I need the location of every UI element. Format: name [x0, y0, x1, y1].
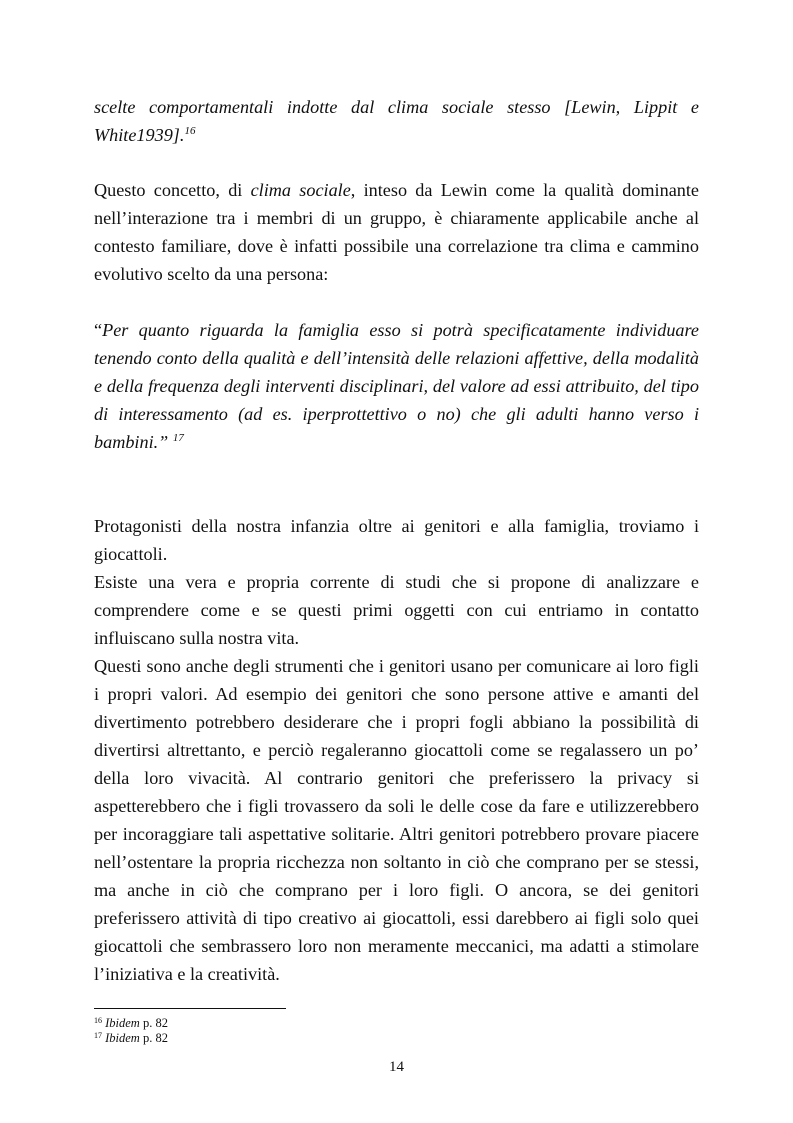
- paragraph-clima-sociale: Questo concetto, di clima sociale, inteso da Lewin come la qualità dominante nell’interazione tra i membri di un gruppo, è chiaramente applicabile anche al contesto familiare, dove è infatti possibile una correlazione tra clima e cammino evolutivo scelto da una persona:: [94, 180, 699, 284]
- footnote-ref-17[interactable]: 17: [172, 432, 184, 444]
- paragraph-protagonisti: Protagonisti della nostra infanzia oltre ai genitori e alla famiglia, troviamo i giocattoli.: [94, 516, 699, 564]
- footnote-ref-16[interactable]: 16: [184, 125, 196, 137]
- quote-text: Per quanto riguarda la famiglia esso si potrà specificatamente individuare tenendo conto della qualità e dell’intensità delle relazioni affettive, della modalità e della frequenza degli interventi disciplinari, del valore ad essi attribuito, del tipo di interessamento (ad es. iperprottettivo o no) che gli adulti hanno verso i bambini.”: [94, 320, 699, 452]
- paragraph-strumenti: Questi sono anche degli strumenti che i genitori usano per comunicare ai loro figli i propri valori. Ad esempio dei genitori che sono persone attive e amanti del divertimento potrebbero desiderare che i propri fogli abbiano la possibilità di divertirsi altrettanto, e perciò regaleranno giocattoli come se regalassero un po’ della loro vivacità. Al contrario genitori che preferissero la privacy si aspetterebbero che i figli trovassero da soli le delle cose da fare e utilizzerebbero per incoraggiare tali aspettative solitarie. Altri genitori potrebbero provare piacere nell’ostentare la propria ricchezza non soltanto in ciò che comprano per se stessi, ma anche in ciò che comprano per i loro figli. O ancora, se dei genitori preferissero attività di tipo creativo ai giocattoli, essi darebbero ai figli solo quei giocattoli che sembrassero loro non meramente meccanici, ma adatti a stimolare l’iniziativa e la creatività.: [94, 656, 699, 984]
- page-number: 14: [389, 1059, 404, 1075]
- paragraph-corrente-studi: Esiste una vera e propria corrente di studi che si propone di analizzare e comprendere come e se questi primi oggetti con cui entriamo in contatto influiscano sulla nostra vita.: [94, 572, 699, 648]
- block-quote: “Per quanto riguarda la famiglia esso si potrà specificatamente individuare tenendo conto della qualità e dell’intensità delle relazioni affettive, della modalità e della frequenza degli interventi disciplinari, del valore ad essi attribuito, del tipo di interessamento (ad es. iperprottettivo o no) che gli adulti hanno verso i bambini.” $^{17}$: [94, 320, 699, 452]
- paragraph-text: scelte comportamentali indotte dal clima sociale stesso [Lewin, Lippit e White1939].: [94, 97, 699, 145]
- footnote-separator: [94, 1008, 286, 1009]
- paragraph-quote-continuation: [94, 93, 699, 149]
- emphasized-term: clima sociale: [250, 180, 351, 200]
- footnote-17: $^{17}$ Ibidem p. 82: [94, 1031, 168, 1045]
- footnote-16: $^{16}$ Ibidem p. 82: [94, 1016, 168, 1030]
